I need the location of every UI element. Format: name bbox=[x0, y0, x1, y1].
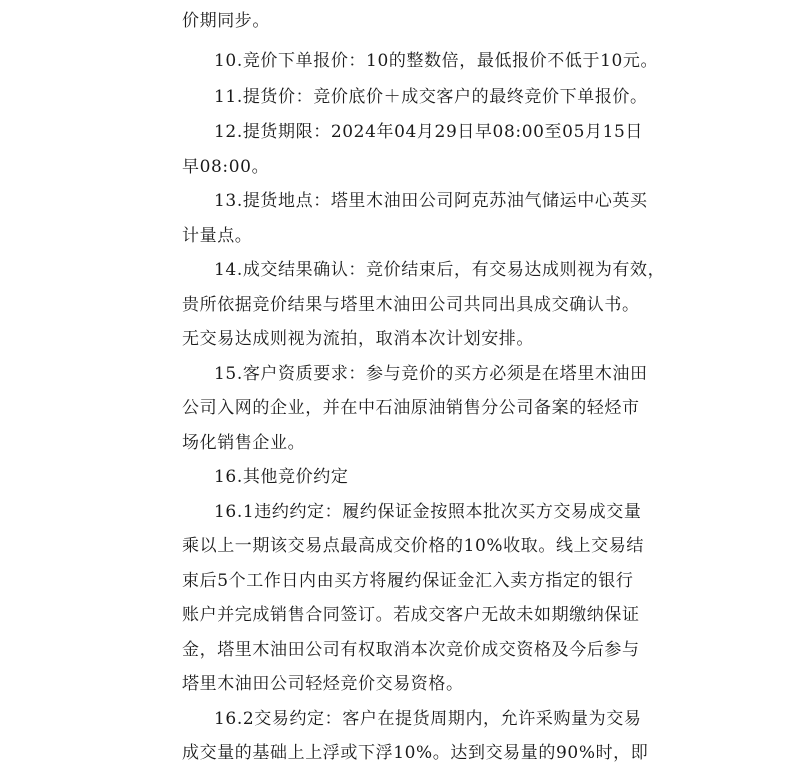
text-line-16: 乘以上一期该交易点最高成交价格的10%收取。线上交易结 bbox=[182, 536, 644, 556]
text-line-7: 计量点。 bbox=[182, 226, 253, 246]
text-line-9: 贵所依据竞价结果与塔里木油田公司共同出具成交确认书。 bbox=[182, 295, 640, 315]
text-line-14: 16.其他竞价约定 bbox=[214, 467, 349, 487]
text-line-21: 16.2交易约定：客户在提货周期内，允许采购量为交易 bbox=[214, 709, 642, 729]
text-line-15: 16.1违约约定：履约保证金按照本批次买方交易成交量 bbox=[214, 502, 642, 522]
text-line-6: 13.提货地点：塔里木油田公司阿克苏油气储运中心英买 bbox=[214, 191, 648, 211]
text-line-10: 无交易达成则视为流拍，取消本次计划安排。 bbox=[182, 329, 534, 349]
text-line-12: 公司入网的企业，并在中石油原油销售分公司备案的轻烃市 bbox=[182, 398, 640, 418]
text-line-18: 账户并完成销售合同签订。若成交客户无故未如期缴纳保证 bbox=[182, 605, 640, 625]
text-line-3: 11.提货价：竞价底价＋成交客户的最终竞价下单报价。 bbox=[214, 87, 648, 107]
text-line-22: 成交量的基础上上浮或下浮10%。达到交易量的90%时，即 bbox=[182, 743, 649, 763]
text-line-1: 价期同步。 bbox=[182, 11, 270, 31]
text-line-5: 早08:00。 bbox=[182, 157, 270, 177]
text-line-17: 束后5个工作日内由买方将履约保证金汇入卖方指定的银行 bbox=[182, 571, 634, 591]
text-line-8: 14.成交结果确认：竞价结束后，有交易达成则视为有效， bbox=[214, 260, 666, 280]
text-line-2: 10.竞价下单报价：10的整数倍，最低报价不低于10元。 bbox=[214, 51, 659, 71]
text-line-4: 12.提货期限：2024年04月29日早08:00至05月15日 bbox=[214, 122, 644, 142]
text-line-19: 金，塔里木油田公司有权取消本次竞价成交资格及今后参与 bbox=[182, 640, 640, 660]
text-line-11: 15.客户资质要求：参与竞价的买方必须是在塔里木油田 bbox=[214, 364, 648, 384]
text-line-13: 场化销售企业。 bbox=[182, 433, 306, 453]
text-line-20: 塔里木油田公司轻烃竞价交易资格。 bbox=[182, 674, 464, 694]
